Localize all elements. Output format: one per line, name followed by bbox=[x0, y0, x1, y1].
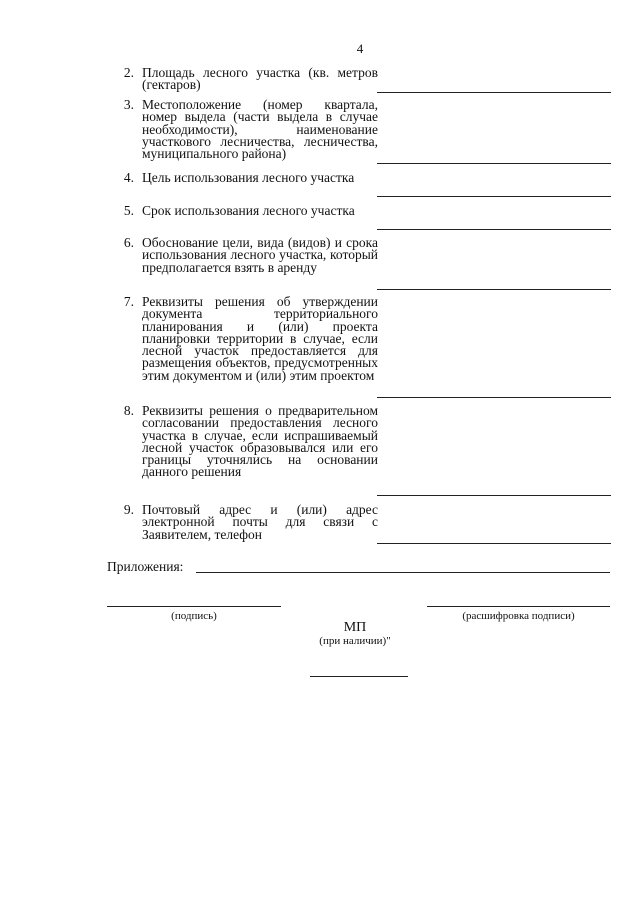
form-item-preliminary-approval bbox=[112, 405, 632, 497]
item-number: 2. bbox=[123, 65, 134, 80]
item-label: Реквизиты решения об утверждении документа территориального планирования и (или) проекта планировки территории в случае, если лесной участок предоставляется для размещения объектов, предусмотренных этим документом и (или) этим проектом bbox=[142, 294, 378, 383]
form-item-term bbox=[112, 205, 632, 233]
item-fill-line[interactable] bbox=[377, 196, 611, 197]
page-number: 4 bbox=[356, 41, 364, 56]
item-number: 9. bbox=[123, 502, 134, 517]
item-number: 6. bbox=[123, 235, 134, 250]
item-number: 7. bbox=[123, 294, 134, 309]
item-label: Местоположение (номер квартала, номер выдела (части выдела в случае необходимости), наименование участкового лесничества, лесничества, муниципального района) bbox=[142, 97, 378, 162]
appendix-row bbox=[107, 559, 607, 577]
item-label: Площадь лесного участка (кв. метров (гектаров) bbox=[142, 65, 378, 93]
item-fill-line[interactable] bbox=[377, 229, 611, 230]
closing-divider bbox=[310, 676, 408, 677]
item-label: Обоснование цели, вида (видов) и срока использования лесного участка, который предполагается взять в аренду bbox=[142, 235, 378, 275]
item-number: 4. bbox=[123, 170, 134, 185]
form-item-purpose bbox=[112, 172, 632, 200]
stamp-label: МП bbox=[343, 620, 367, 635]
decoding-line[interactable] bbox=[427, 606, 610, 607]
item-number: 3. bbox=[123, 97, 134, 112]
item-label: Почтовый адрес и (или) адрес электронной почты для связи с Заявителем, телефон bbox=[142, 502, 378, 542]
item-number: 5. bbox=[123, 203, 134, 218]
signature-line[interactable] bbox=[107, 606, 281, 607]
item-fill-line[interactable] bbox=[377, 163, 611, 164]
item-fill-line[interactable] bbox=[377, 397, 611, 398]
form-item-contact bbox=[112, 504, 632, 546]
stamp-note: (при наличии)" bbox=[319, 635, 391, 647]
item-label: Реквизиты решения о предварительном согласовании предоставления лесного участка в случае, если испрашиваемый лесной участок образовывался или его границы уточнялись на основании данного решения bbox=[142, 403, 378, 480]
item-fill-line[interactable] bbox=[377, 289, 611, 290]
item-label: Цель использования лесного участка bbox=[142, 170, 355, 185]
signature-caption: (подпись) bbox=[171, 610, 217, 622]
appendix-fill-line[interactable] bbox=[196, 572, 610, 573]
item-fill-line[interactable] bbox=[377, 495, 611, 496]
form-item-justification bbox=[112, 237, 632, 291]
item-number: 8. bbox=[123, 403, 134, 418]
decoding-caption: (расшифровка подписи) bbox=[462, 610, 575, 622]
item-fill-line[interactable] bbox=[377, 92, 611, 93]
form-item-planning-decision bbox=[112, 296, 632, 400]
appendix-label: Приложения: bbox=[107, 559, 184, 574]
item-fill-line[interactable] bbox=[377, 543, 611, 544]
item-label: Срок использования лесного участка bbox=[142, 203, 355, 218]
form-item-location bbox=[112, 99, 632, 165]
form-item-area bbox=[112, 67, 632, 95]
